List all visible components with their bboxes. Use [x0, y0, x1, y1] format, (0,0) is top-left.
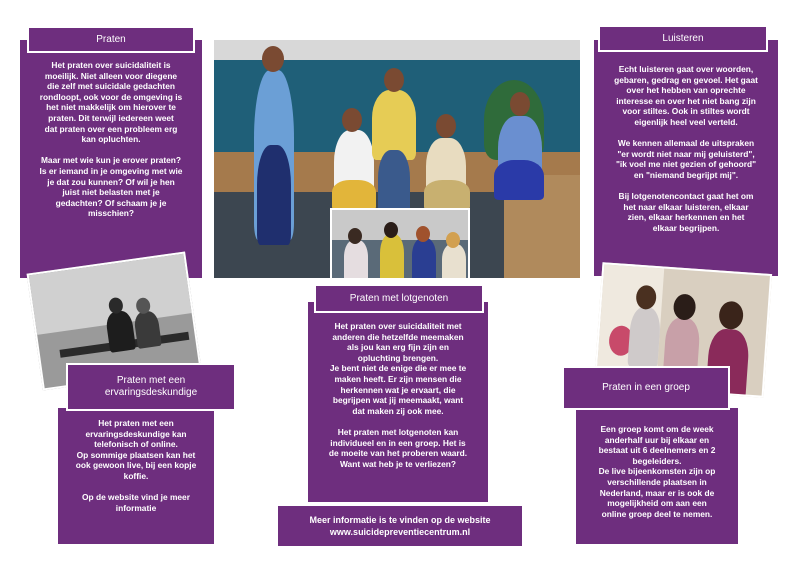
praten-title: Praten [27, 26, 195, 53]
praten-body: Het praten over suicidaliteit is moeilijk. Niet alleen voor diegene die zelf met suicidale gedachten rondloopt, ook voor de omgeving is het niet makkelijk om hierover te praten. Dit terwijl iedereen weet dat praten over een probleem erg kan opluchten. Maar met wie kun je erover praten? Is er iemand in je omgeving met wie je dat zou kunnen? Of wil je hen juist niet belasten met je gedachten? Of schaam je je misschien? [39, 60, 183, 219]
ervaring-title: Praten met een ervaringsdeskundige [66, 363, 236, 411]
lotgenoten-title: Praten met lotgenoten [314, 284, 484, 313]
ervaring-body: Het praten met een ervaringsdeskundige kan telefonisch of online. Op sommige plaatsen kan het ook gewoon live, bij een kopje koffie. Op de website vind je meer informatie [75, 418, 197, 513]
inset-group-photo [330, 208, 470, 280]
luisteren-body: Echt luisteren gaat over woorden, gebaren, gedrag en gevoel. Het gaat over het hebben van oprechte interesse en over het niet bang zijn voor stiltes. Ook in stiltes wordt eigenlijk heel veel verteld. We kennen allemaal de uitspraken "er wordt niet naar mij geluisterd", "ik voel me niet gezien of gehoord" en "niemand begrijpt mij". Bij lotgenotencontact gaat het om het naar elkaar luisteren, elkaar zien, elkaar herkennen en het elkaar begrijpen. [614, 64, 758, 233]
footer-info-text: Meer informatie is te vinden op de website www.suicidepreventiecentrum.nl [309, 515, 491, 537]
luisteren-title: Luisteren [598, 25, 768, 52]
groep-title: Praten in een groep [562, 366, 730, 410]
groep-body: Een groep komt om de week anderhalf uur bij elkaar en bestaat uit 6 deelnemers en 2 begeleiders. De live bijeenkomsten zijn op verschillende plaatsen in Nederland, maar er is ook de mogelijkheid om aan een online groep deel te nemen. [598, 424, 716, 519]
lotgenoten-body: Het praten over suicidaliteit met anderen die hetzelfde meemaken als jou kan erg fijn zijn en opluchting brengen. Je bent niet de enige die er mee te maken heeft. Er zijn mensen die herkennen wat je ervaart, die begrijpen wat jij meemaakt, want dat maken zij ook mee. Het praten met lotgenoten kan individueel en in een groep. Het is de moeite van het proberen waard. Want wat heb je te verliezen? [328, 321, 468, 469]
